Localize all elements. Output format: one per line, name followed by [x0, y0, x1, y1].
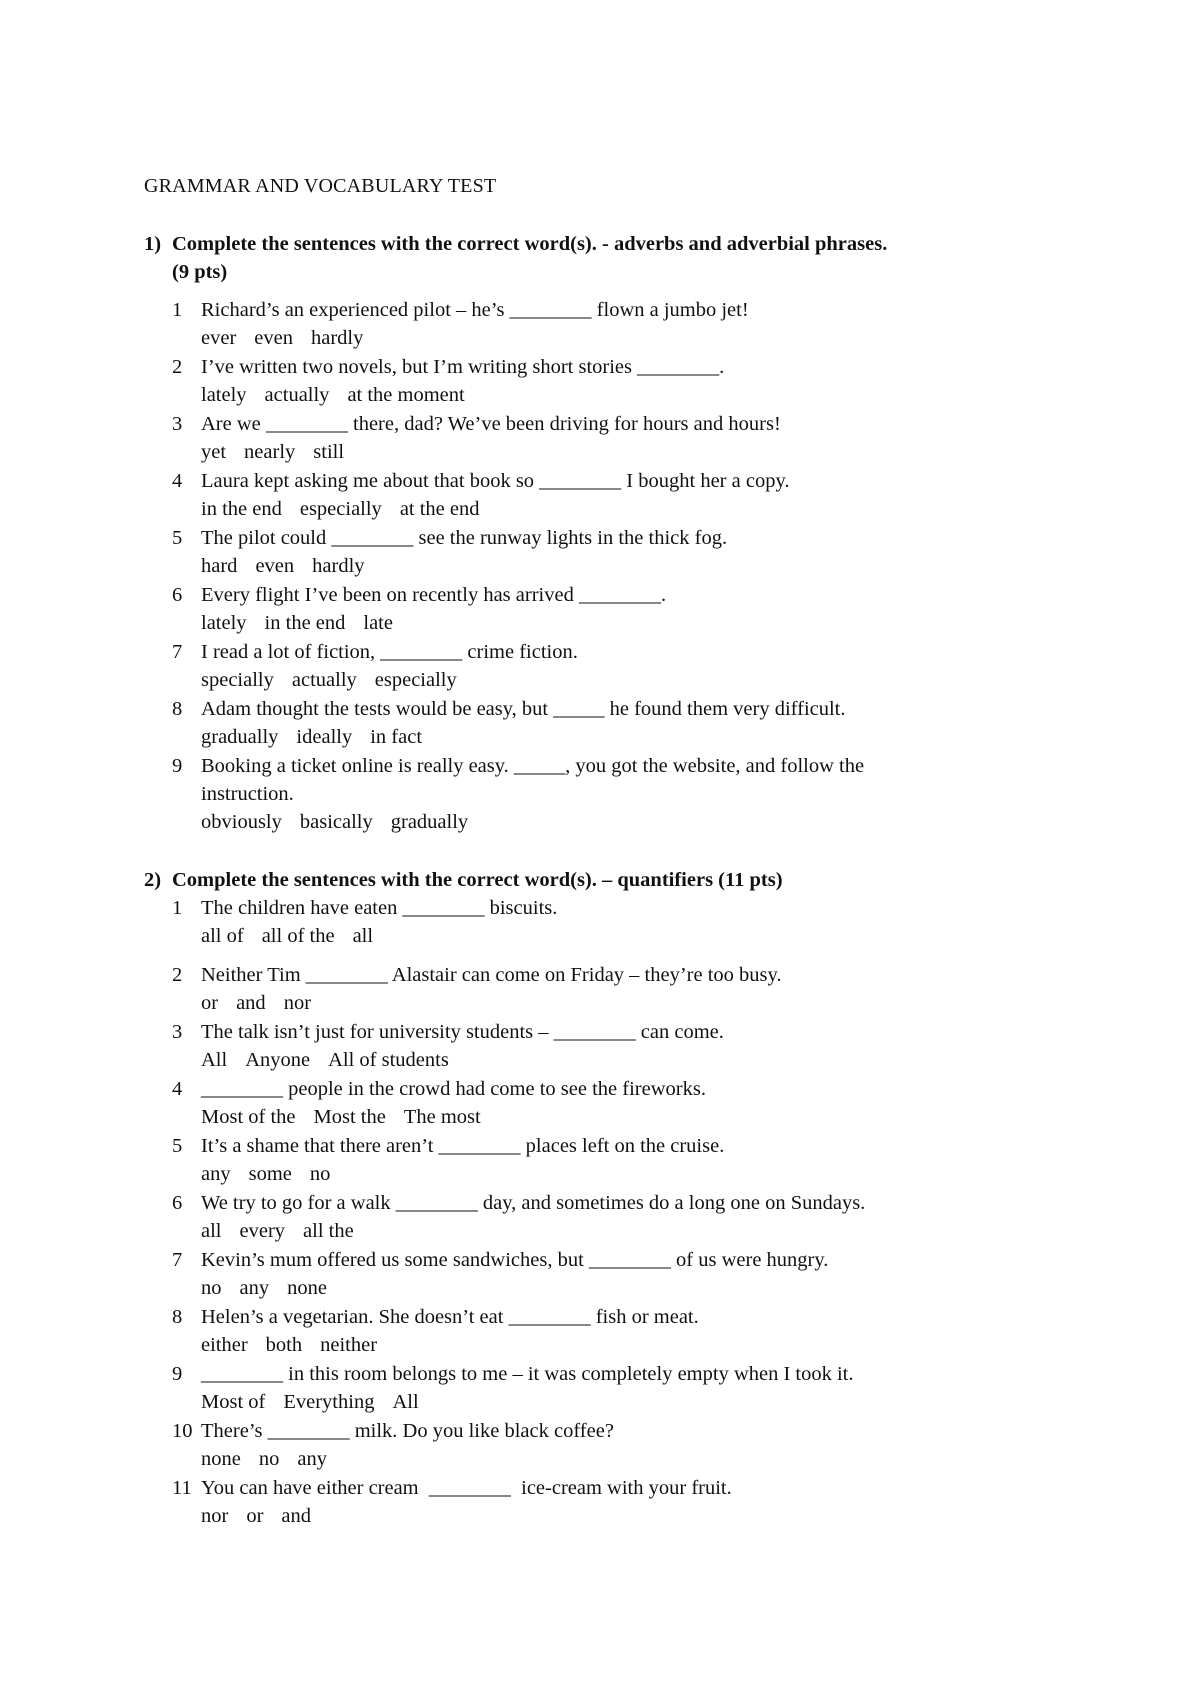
question-text: The children have eaten ________ biscuits.	[201, 897, 558, 919]
question-number: 1	[172, 299, 183, 321]
section-number: 2)	[144, 869, 162, 891]
option: All	[201, 1049, 228, 1071]
question-item	[172, 1360, 1072, 1416]
option: gradually	[390, 811, 469, 833]
question-number: 8	[172, 698, 183, 720]
question-text-continued: instruction.	[201, 783, 294, 805]
option: all of the	[261, 925, 335, 947]
question-text: ________ people in the crowd had come to see the fireworks.	[201, 1078, 706, 1100]
option: basically	[299, 811, 373, 833]
answer-options	[201, 1217, 1072, 1245]
answer-options	[201, 1445, 1072, 1473]
answer-options	[201, 989, 1072, 1017]
question-item	[172, 961, 1072, 1017]
question-text: Booking a ticket online is really easy. _____, you got the website, and follow the	[201, 755, 865, 777]
question-text: ________ in this room belongs to me – it was completely empty when I took it.	[201, 1363, 854, 1385]
option: in the end	[201, 498, 282, 520]
section-heading-points: (9 pts)	[172, 261, 228, 283]
option: or	[246, 1505, 264, 1527]
option: even	[255, 555, 295, 577]
question-item	[172, 1474, 1072, 1530]
option: Most the	[313, 1106, 386, 1128]
option: and	[236, 992, 266, 1014]
option: lately	[201, 384, 247, 406]
option: ideally	[296, 726, 353, 748]
question-item	[172, 353, 1072, 409]
question-text: I’ve written two novels, but I’m writing short stories ________.	[201, 356, 725, 378]
question-number: 2	[172, 964, 183, 986]
option: nearly	[244, 441, 296, 463]
question-item	[172, 638, 1072, 694]
question-text: Every flight I’ve been on recently has arrived ________.	[201, 584, 667, 606]
answer-options	[201, 1331, 1072, 1359]
option: especially	[299, 498, 382, 520]
question-text: The pilot could ________ see the runway lights in the thick fog.	[201, 527, 728, 549]
question-number: 8	[172, 1306, 183, 1328]
answer-options	[201, 381, 1072, 409]
question-number: 10	[172, 1420, 193, 1442]
option: obviously	[201, 811, 282, 833]
option: lately	[201, 612, 247, 634]
question-number: 9	[172, 755, 183, 777]
option: Everything	[283, 1391, 375, 1413]
answer-options	[201, 324, 1072, 352]
question-number: 3	[172, 413, 183, 435]
option: either	[201, 1334, 248, 1356]
answer-options	[201, 808, 1072, 836]
question-text: You can have either cream ________ ice-cream with your fruit.	[201, 1477, 732, 1499]
question-text: Are we ________ there, dad? We’ve been driving for hours and hours!	[201, 413, 781, 435]
option: and	[281, 1505, 312, 1527]
option: all	[201, 1220, 222, 1242]
question-text: Laura kept asking me about that book so ________ I bought her a copy.	[201, 470, 790, 492]
answer-options	[201, 1046, 1072, 1074]
option: specially	[201, 669, 274, 691]
question-item	[172, 410, 1072, 466]
option: every	[239, 1220, 286, 1242]
option: All of students	[328, 1049, 449, 1071]
question-item	[172, 1246, 1072, 1302]
question-text: Helen’s a vegetarian. She doesn’t eat ________ fish or meat.	[201, 1306, 699, 1328]
answer-options	[201, 552, 1072, 580]
answer-options	[201, 609, 1072, 637]
question-number: 9	[172, 1363, 183, 1385]
option: ever	[201, 327, 237, 349]
option: no	[309, 1163, 331, 1185]
question-item	[172, 1303, 1072, 1359]
option: some	[248, 1163, 292, 1185]
question-item	[172, 752, 1072, 836]
option: any	[297, 1448, 327, 1470]
option: all of	[201, 925, 244, 947]
answer-options	[201, 1502, 1072, 1530]
option: in fact	[370, 726, 423, 748]
option: in the end	[264, 612, 346, 634]
option: any	[201, 1163, 231, 1185]
answer-options	[201, 723, 1072, 751]
option: hardly	[312, 555, 365, 577]
question-item	[172, 1075, 1072, 1131]
option: both	[265, 1334, 303, 1356]
question-item	[172, 1132, 1072, 1188]
question-number: 7	[172, 641, 183, 663]
question-number: 5	[172, 527, 183, 549]
question-number: 1	[172, 897, 183, 919]
question-text: The talk isn’t just for university students – ________ can come.	[201, 1021, 724, 1043]
option: all	[352, 925, 374, 947]
option: Most of the	[201, 1106, 296, 1128]
option: yet	[201, 441, 227, 463]
answer-options	[201, 922, 1072, 950]
question-text: Neither Tim ________ Alastair can come on Friday – they’re too busy.	[201, 964, 782, 986]
answer-options	[201, 438, 1072, 466]
question-item	[172, 467, 1072, 523]
section-2-heading	[144, 866, 783, 894]
section-heading-text: Complete the sentences with the correct word(s). – quantifiers (11 pts)	[172, 869, 783, 891]
question-item	[172, 524, 1072, 580]
option: hard	[201, 555, 238, 577]
option: none	[287, 1277, 327, 1299]
option: Most of	[201, 1391, 266, 1413]
question-item	[172, 581, 1072, 637]
question-text: Richard’s an experienced pilot – he’s ________ flown a jumbo jet!	[201, 299, 749, 321]
question-item	[172, 894, 1072, 950]
option: Anyone	[245, 1049, 311, 1071]
option: actually	[291, 669, 357, 691]
answer-options	[201, 1388, 1072, 1416]
option: All	[392, 1391, 419, 1413]
answer-options	[201, 666, 1072, 694]
option: gradually	[201, 726, 279, 748]
option: at the moment	[347, 384, 465, 406]
section-heading-text: Complete the sentences with the correct word(s). - adverbs and adverbial phrases.	[172, 233, 888, 255]
question-number: 4	[172, 1078, 183, 1100]
option: nor	[283, 992, 312, 1014]
option: neither	[320, 1334, 378, 1356]
answer-options	[201, 1160, 1072, 1188]
question-number: 2	[172, 356, 183, 378]
question-number: 3	[172, 1021, 183, 1043]
option: all the	[303, 1220, 354, 1242]
question-item	[172, 296, 1072, 352]
question-item	[172, 1018, 1072, 1074]
answer-options	[201, 1103, 1072, 1131]
question-item	[172, 1189, 1072, 1245]
page-title: GRAMMAR AND VOCABULARY TEST	[144, 175, 497, 197]
question-text: It’s a shame that there aren’t ________ places left on the cruise.	[201, 1135, 725, 1157]
question-text: Kevin’s mum offered us some sandwiches, but ________ of us were hungry.	[201, 1249, 829, 1271]
option: especially	[374, 669, 457, 691]
question-text: I read a lot of fiction, ________ crime fiction.	[201, 641, 578, 663]
question-item	[172, 1417, 1072, 1473]
answer-options	[201, 495, 1072, 523]
option: or	[201, 992, 219, 1014]
question-number: 6	[172, 1192, 183, 1214]
option: hardly	[310, 327, 364, 349]
question-number: 5	[172, 1135, 183, 1157]
question-text: Adam thought the tests would be easy, but _____ he found them very difficult.	[201, 698, 846, 720]
question-number: 6	[172, 584, 183, 606]
option: at the end	[399, 498, 480, 520]
question-item	[172, 695, 1072, 751]
section-number: 1)	[144, 233, 162, 255]
answer-options	[201, 1274, 1072, 1302]
question-number: 4	[172, 470, 183, 492]
option: no	[258, 1448, 280, 1470]
option: even	[254, 327, 293, 349]
question-number: 11	[172, 1477, 192, 1499]
option: no	[201, 1277, 222, 1299]
option: late	[363, 612, 393, 634]
question-text: There’s ________ milk. Do you like black coffee?	[201, 1420, 614, 1442]
option: The most	[403, 1106, 481, 1128]
section-1-heading	[144, 230, 887, 286]
option: any	[239, 1277, 270, 1299]
question-text: We try to go for a walk ________ day, and sometimes do a long one on Sundays.	[201, 1192, 866, 1214]
option: still	[313, 441, 345, 463]
question-number: 7	[172, 1249, 183, 1271]
option: nor	[201, 1505, 229, 1527]
option: actually	[264, 384, 330, 406]
option: none	[201, 1448, 241, 1470]
